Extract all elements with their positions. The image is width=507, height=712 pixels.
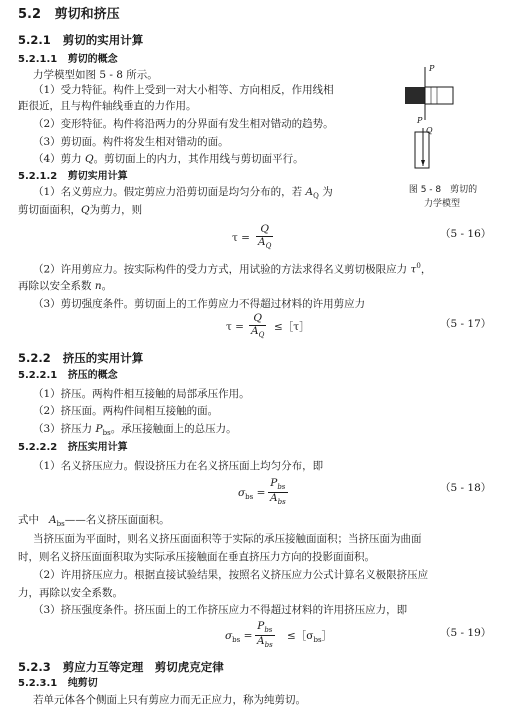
- subsubsection-title: 剪切的概念: [67, 54, 118, 65]
- subsection-number: 5.2.3: [18, 660, 51, 674]
- paragraph-3: （3）剪切面。构件将发生相对错动的面。: [33, 136, 229, 148]
- subsection-heading-5-2-3: [18, 661, 224, 675]
- figure-caption-2: 力学模型: [423, 199, 460, 209]
- subsection-number: 5.2.2: [18, 351, 51, 365]
- paragraph-8: （1）挤压。两构件相互接触的局部承压作用。: [33, 388, 250, 400]
- paragraph-10: （3）挤压力 $P_{bs}$。承压接触面上的总压力。: [33, 423, 237, 438]
- subsubsection-title: 挤压实用计算: [67, 442, 128, 453]
- subsubsection-number: 5.2.1.1: [18, 54, 58, 65]
- equation-17-rhs: ≤［τ］: [274, 321, 310, 333]
- section-number: 5.2: [18, 7, 42, 22]
- paragraph-11: （1）名义挤压应力。假设挤压力在名义挤压面上均匀分布，即: [33, 460, 324, 472]
- subsubsection-number: 5.2.2.2: [18, 442, 58, 453]
- paragraph-16: 若单元体各个侧面上只有剪应力而无正应力，称为纯剪切。: [33, 694, 306, 706]
- label-q: Q: [426, 126, 433, 135]
- subsubsection-heading-5-2-1-1: [18, 54, 118, 66]
- label-p-top: P: [429, 64, 435, 73]
- equation-18-lhs: $\sigma_{bs}$ =: [238, 487, 266, 502]
- equation-16-lhs: τ =: [232, 232, 250, 244]
- equation-17-fraction: [249, 313, 266, 339]
- subsubsection-number: 5.2.3.1: [18, 678, 58, 689]
- equation-16-fraction: [256, 224, 273, 250]
- paragraph-15: （3）挤压强度条件。挤压面上的工作挤压应力不得超过材料的许用挤压应力，即: [33, 604, 408, 616]
- paragraph-1b: 距很近，且与构件轴线垂直的力作用。: [18, 100, 197, 112]
- fraction-denominator: $A_Q$: [258, 235, 272, 250]
- equation-19-number: （5 - 19）: [440, 627, 492, 639]
- subsection-heading-5-2-2: [18, 352, 143, 366]
- paragraph-1a: （1）受力特征。构件上受到一对大小相等、方向相反，作用线相: [33, 84, 334, 96]
- fraction-numerator: Q: [249, 313, 266, 326]
- paragraph-4: （4）剪力 Q。剪切面上的内力，其作用线与剪切面平行。: [33, 153, 304, 165]
- fraction-numerator: Q: [256, 224, 273, 237]
- subsubsection-heading-5-2-3-1: [18, 678, 98, 690]
- paragraph-14a: （2）许用挤压应力。根据直接试验结果，按照名义挤压应力公式计算名义极限挤压应: [33, 569, 429, 581]
- paragraph-13b: 时，则名义挤压面面积取为实际承压接触面在垂直挤压力方向的投影面面积。: [18, 551, 375, 563]
- equation-18-number: （5 - 18）: [440, 482, 492, 494]
- paragraph-2: （2）变形特征。构件将沿两力的分界面有发生相对错动的趋势。: [33, 118, 334, 130]
- subsection-number: 5.2.1: [18, 33, 51, 47]
- subsection-title: 剪切的实用计算: [62, 33, 144, 47]
- section-heading: [18, 7, 120, 23]
- equation-17-number: （5 - 17）: [440, 318, 492, 330]
- fraction-denominator: $A_{bs}$: [257, 634, 273, 649]
- subsection-heading-5-2-1: [18, 34, 143, 48]
- paragraph-6b: 再除以安全系数 n。: [18, 280, 113, 292]
- subsubsection-number: 5.2.2.1: [18, 370, 58, 381]
- figure-shear-model: [395, 62, 465, 192]
- equation-18-fraction: [268, 478, 288, 507]
- paragraph-13a: 当挤压面为平面时，则名义挤压面面积等于实际的承压接触面面积；当挤压面为曲面: [33, 533, 422, 545]
- equation-19-rhs: $\le[\sigma_{bs}]$: [287, 630, 333, 645]
- paragraph-14b: 力，再除以安全系数。: [18, 587, 123, 599]
- label-p-bottom: P: [417, 116, 423, 125]
- subsubsection-heading-5-2-2-2: [18, 442, 128, 454]
- subsubsection-heading-5-2-2-1: [18, 370, 118, 382]
- paragraph-5b: 剪切面面积，Q为剪力，则: [18, 204, 143, 216]
- paragraph-5a: （1）名义剪应力。假定剪应力沿剪切面是均匀分布的，若 $A_Q$ 为: [33, 186, 333, 201]
- fraction-denominator: $A_{bs}$: [270, 491, 286, 506]
- subsubsection-heading-5-2-1-2: [18, 171, 128, 183]
- paragraph-9: （2）挤压面。两构件间相互接触的面。: [33, 405, 219, 417]
- subsubsection-title: 纯剪切: [67, 678, 98, 689]
- paragraph-model: 力学模型如图 5 - 8 所示。: [33, 69, 158, 81]
- equation-16-number: （5 - 16）: [440, 228, 492, 240]
- fraction-numerator: $P_{bs}$: [268, 478, 288, 493]
- subsection-title: 剪应力互等定理 剪切虎克定律: [62, 660, 224, 674]
- equation-19-lhs: $\sigma_{bs}$ =: [225, 630, 253, 645]
- paragraph-7: （3）剪切强度条件。剪切面上的工作剪应力不得超过材料的许用剪应力: [33, 298, 366, 310]
- equation-19-fraction: [255, 621, 275, 650]
- figure-caption-1: 图 5 - 8 剪切的: [408, 185, 478, 195]
- fraction-denominator: $A_Q$: [251, 324, 265, 339]
- paragraph-12: 式中 $A_{bs}——$名义挤压面面积。: [18, 514, 170, 529]
- subsubsection-title: 挤压的概念: [67, 370, 118, 381]
- paragraph-6a: （2）许用剪应力。按实际构件的受力方式，用试验的方法求得名义剪切极限应力 $\tau^0$，: [33, 262, 432, 276]
- subsubsection-number: 5.2.1.2: [18, 171, 58, 182]
- equation-17-lhs: τ =: [226, 321, 244, 333]
- section-title: 剪切和挤压: [54, 7, 120, 22]
- subsection-title: 挤压的实用计算: [62, 351, 144, 365]
- fraction-numerator: $P_{bs}$: [255, 621, 275, 636]
- subsubsection-title: 剪切实用计算: [67, 171, 128, 182]
